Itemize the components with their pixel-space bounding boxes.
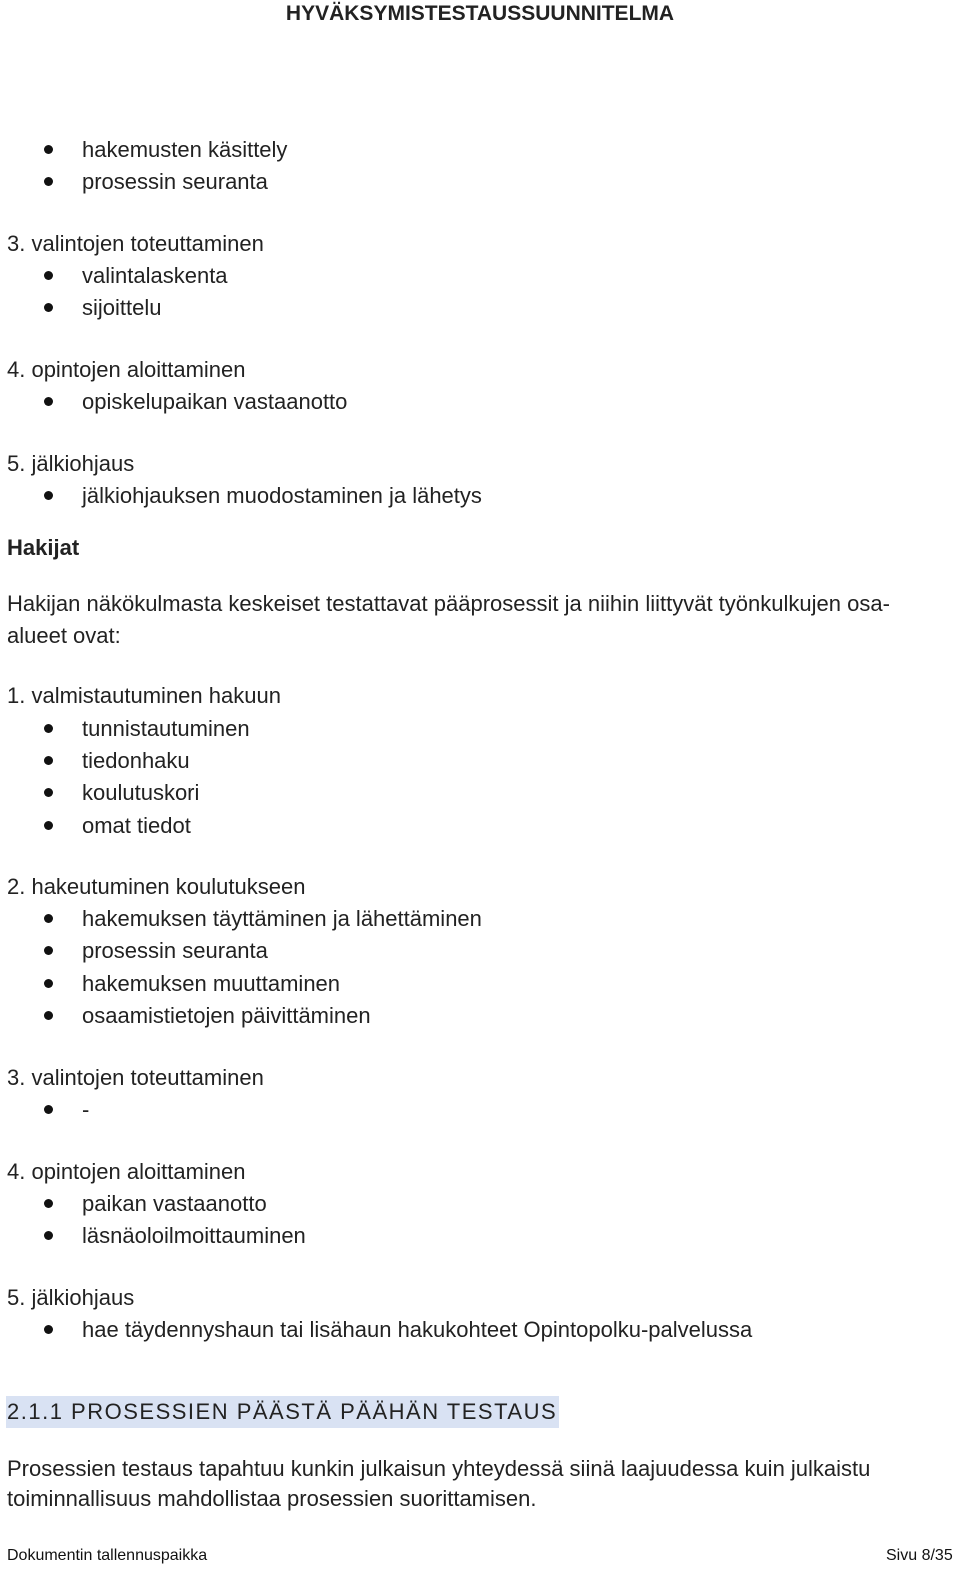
list-item: jälkiohjauksen muodostaminen ja lähetys [82, 483, 482, 508]
list-item: sijoittelu [82, 295, 162, 320]
bullet-icon [44, 271, 53, 280]
list-item: hakemuksen muuttaminen [82, 971, 341, 996]
list-item: - [82, 1097, 90, 1122]
list-item: paikan vastaanotto [82, 1191, 267, 1216]
intro-text-line: alueet ovat: [7, 623, 121, 648]
list-item: omat tiedot [82, 813, 191, 838]
numbered-item: 1. valmistautuminen hakuun [7, 683, 281, 708]
numbered-item: 2. hakeutuminen koulutukseen [7, 874, 306, 899]
bullet-icon [44, 1199, 53, 1208]
list-item: prosessin seuranta [82, 938, 268, 963]
list-item: opiskelupaikan vastaanotto [82, 389, 348, 414]
list-item: tunnistautuminen [82, 716, 250, 741]
list-item: prosessin seuranta [82, 169, 268, 194]
list-item: läsnäoloilmoittauminen [82, 1223, 306, 1248]
bullet-icon [44, 788, 53, 797]
bullet-icon [44, 491, 53, 500]
bullet-icon [44, 303, 53, 312]
numbered-item: 4. opintojen aloittaminen [7, 357, 246, 382]
bullet-icon [44, 946, 53, 955]
intro-text-line: Hakijan näkökulmasta keskeiset testattavat pääprosessit ja niihin liittyvät työnkulkujen osa- [7, 591, 890, 616]
bullet-icon [44, 1105, 53, 1114]
numbered-item: 5. jälkiohjaus [7, 1285, 135, 1310]
section-subheading: Hakijat [7, 535, 80, 560]
list-item: hakemusten käsittely [82, 137, 288, 162]
list-item: hae täydennyshaun tai lisähaun hakukohteet Opintopolku-palvelussa [82, 1317, 753, 1342]
bullet-icon [44, 979, 53, 988]
footer-location: Dokumentin tallennuspaikka [7, 1547, 208, 1564]
list-item: valintalaskenta [82, 263, 228, 288]
bullet-icon [44, 145, 53, 154]
bullet-icon [44, 724, 53, 733]
numbered-item: 3. valintojen toteuttaminen [7, 1065, 264, 1090]
bullet-icon [44, 177, 53, 186]
numbered-item: 3. valintojen toteuttaminen [7, 231, 264, 256]
page-title: HYVÄKSYMISTESTAUSSUUNNITELMA [285, 2, 675, 25]
numbered-item: 4. opintojen aloittaminen [7, 1159, 246, 1184]
bullet-icon [44, 756, 53, 765]
list-item: tiedonhaku [82, 748, 190, 773]
bullet-icon [44, 821, 53, 830]
list-item: koulutuskori [82, 780, 200, 805]
section-heading: 2.1.1 PROSESSIEN PÄÄSTÄ PÄÄHÄN TESTAUS [6, 1396, 559, 1428]
bullet-icon [44, 397, 53, 406]
bullet-icon [44, 1325, 53, 1334]
paragraph-line: toiminnallisuus mahdollistaa prosessien suorittamisen. [7, 1486, 537, 1511]
list-item: osaamistietojen päivittäminen [82, 1003, 371, 1028]
list-item: hakemuksen täyttäminen ja lähettäminen [82, 906, 482, 931]
page-number: Sivu 8/35 [886, 1547, 953, 1564]
numbered-item: 5. jälkiohjaus [7, 451, 135, 476]
bullet-icon [44, 914, 53, 923]
bullet-icon [44, 1011, 53, 1020]
paragraph-line: Prosessien testaus tapahtuu kunkin julkaisun yhteydessä siinä laajuudessa kuin julkaistu [7, 1456, 871, 1481]
bullet-icon [44, 1231, 53, 1240]
